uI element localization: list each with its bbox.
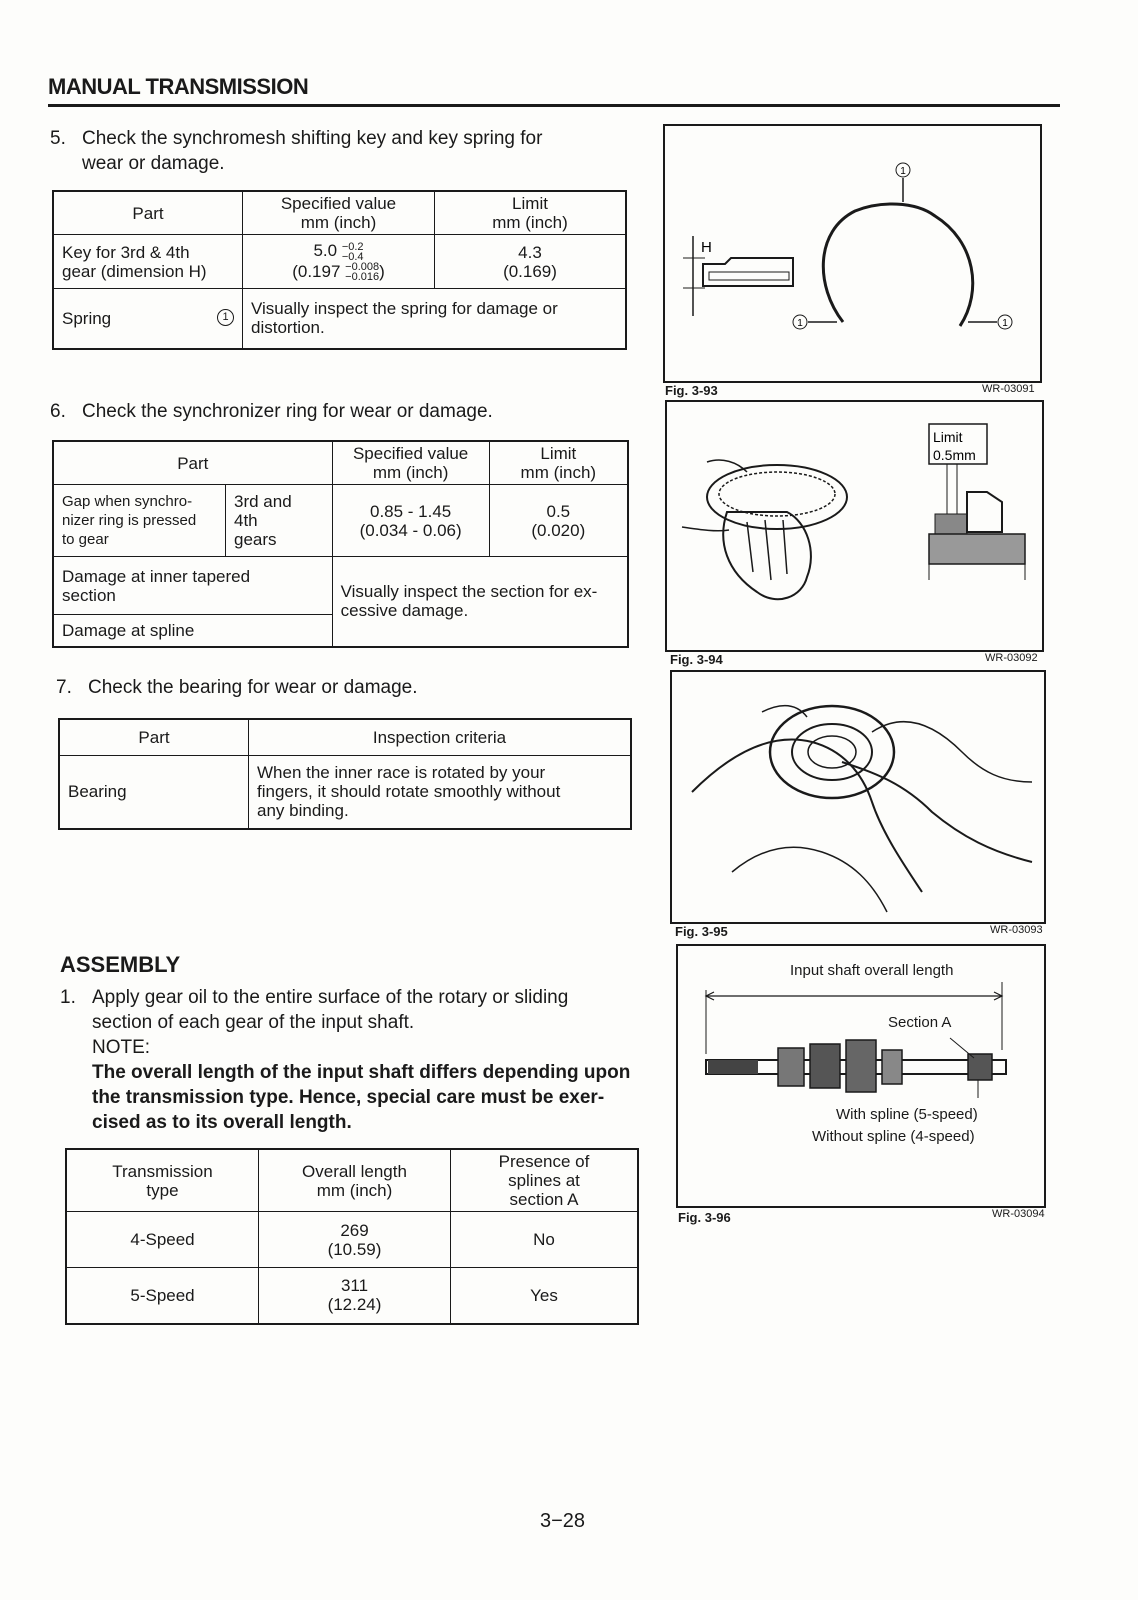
step-6 (50, 399, 650, 425)
overall-length-label: Input shaft overall length (790, 962, 954, 979)
figure-3-94 (665, 400, 1044, 652)
table-header-row (53, 191, 626, 235)
table-row (53, 235, 626, 289)
bearing-rotation-illustration (672, 672, 1044, 922)
ref-1-label: 1 (1002, 318, 1008, 329)
cell-criteria: Visually inspect the section for ex- cessive damage. (332, 557, 628, 647)
figure-3-93 (663, 124, 1042, 383)
table-header-row (66, 1149, 638, 1212)
table-row (59, 755, 631, 829)
step-number: 7. (56, 677, 72, 698)
header-limit: Limit mm (inch) (435, 191, 627, 235)
cell-length: 269 (10.59) (259, 1212, 451, 1268)
cell-type: 5-Speed (66, 1268, 259, 1324)
cell-limit: 0.5 (0.020) (489, 485, 628, 557)
step-5 (50, 126, 650, 178)
figure-code: WR-03091 (982, 383, 1035, 395)
bearing-table (58, 718, 632, 830)
input-shaft-illustration (678, 946, 1044, 1106)
step-7 (56, 675, 656, 701)
figure-label: Fig. 3-94 (670, 652, 723, 667)
ref-1-label: 1 (797, 318, 803, 329)
ref-1-label: 1 (900, 166, 906, 177)
figure-3-95 (670, 670, 1046, 924)
header-part: Part (53, 191, 243, 235)
figure-3-96 (676, 944, 1046, 1208)
without-spline-label: Without spline (4-speed) (812, 1128, 975, 1145)
header-length: Overall length mm (inch) (259, 1149, 451, 1212)
cell-criteria: When the inner race is rotated by your fingers, it should rotate smoothly without any binding. (249, 755, 632, 829)
cell-part: Key for 3rd & 4th gear (dimension H) (53, 235, 243, 289)
header-part: Part (59, 719, 249, 755)
step-text: Check the synchromesh shifting key and key spring for wear or damage. (82, 128, 543, 174)
cell-part: Spring 1 (53, 289, 243, 349)
header-splines: Presence of splines at section A (451, 1149, 639, 1212)
note-text: The overall length of the input shaft differs depending upon the transmission type. Hence, special care must be exer- cised as to its overall length. (92, 1062, 631, 1133)
synchronizer-ring-gap-illustration (667, 402, 1042, 650)
table-row (53, 485, 628, 557)
assembly-step-1 (60, 985, 660, 1133)
cell-splines: No (451, 1212, 639, 1268)
step-text: Check the synchronizer ring for wear or damage. (82, 401, 493, 422)
header-type: Transmission type (66, 1149, 259, 1212)
key-spring-table (52, 190, 627, 350)
step-text: Apply gear oil to the entire surface of the rotary or sliding section of each gear of the input shaft. NOTE: The overall length of the input shaft differs depending upon the transmission type. Hence, special care must be exer- cised as to its overall length. (92, 987, 631, 1133)
table-row (66, 1212, 638, 1268)
figure-label: Fig. 3-96 (678, 1210, 731, 1225)
cell-limit: 4.3 (0.169) (435, 235, 627, 289)
cell-spec: 5.0 −0.2 −0.4 (0.197 −0.008 −0.016) (243, 235, 435, 289)
page-number: 3−28 (540, 1510, 586, 1532)
figure-code: WR-03094 (992, 1208, 1045, 1220)
step-number: 5. (50, 128, 66, 149)
cell-spec: 0.85 - 1.45 (0.034 - 0.06) (332, 485, 489, 557)
header-limit: Limit mm (inch) (489, 441, 628, 485)
cell-part: Damage at inner tapered section (53, 557, 332, 615)
with-spline-label: With spline (5-speed) (836, 1106, 978, 1123)
note-label: NOTE: (92, 1037, 151, 1058)
ref-1-icon: 1 (217, 309, 234, 326)
page-title: MANUAL TRANSMISSION (48, 74, 309, 99)
cell-length: 311 (12.24) (259, 1268, 451, 1324)
cell-part: Gap when synchro- nizer ring is pressed to gear (53, 485, 226, 557)
table-row (53, 289, 626, 349)
limit-label: Limit (933, 429, 963, 445)
cell-splines: Yes (451, 1268, 639, 1324)
table-header-row (53, 441, 628, 485)
key-and-spring-illustration (665, 126, 1040, 381)
step-number: 1. (60, 987, 76, 1008)
table-row (66, 1268, 638, 1324)
figure-code: WR-03092 (985, 652, 1038, 664)
synchronizer-ring-table (52, 440, 629, 648)
header-part: Part (53, 441, 332, 485)
title-rule (48, 104, 1060, 107)
limit-value: 0.5mm (933, 447, 976, 463)
header-criteria: Inspection criteria (249, 719, 632, 755)
figure-label: Fig. 3-95 (675, 924, 728, 939)
section-a-label: Section A (888, 1014, 952, 1031)
cell-criteria: Visually inspect the spring for damage or distortion. (243, 289, 627, 349)
step-text: Check the bearing for wear or damage. (88, 677, 418, 698)
figure-label: Fig. 3-93 (665, 383, 718, 398)
assembly-heading: ASSEMBLY (60, 952, 181, 977)
cell-part: Damage at spline (53, 615, 332, 647)
table-row (53, 557, 628, 615)
cell-type: 4-Speed (66, 1212, 259, 1268)
cell-part: Bearing (59, 755, 249, 829)
header-spec: Specified value mm (inch) (332, 441, 489, 485)
step-number: 6. (50, 401, 66, 422)
cell-gears: 3rd and 4th gears (226, 485, 333, 557)
dimension-h-label: H (701, 239, 712, 256)
table-header-row (59, 719, 631, 755)
header-spec: Specified value mm (inch) (243, 191, 435, 235)
input-shaft-table (65, 1148, 639, 1325)
figure-code: WR-03093 (990, 924, 1043, 936)
